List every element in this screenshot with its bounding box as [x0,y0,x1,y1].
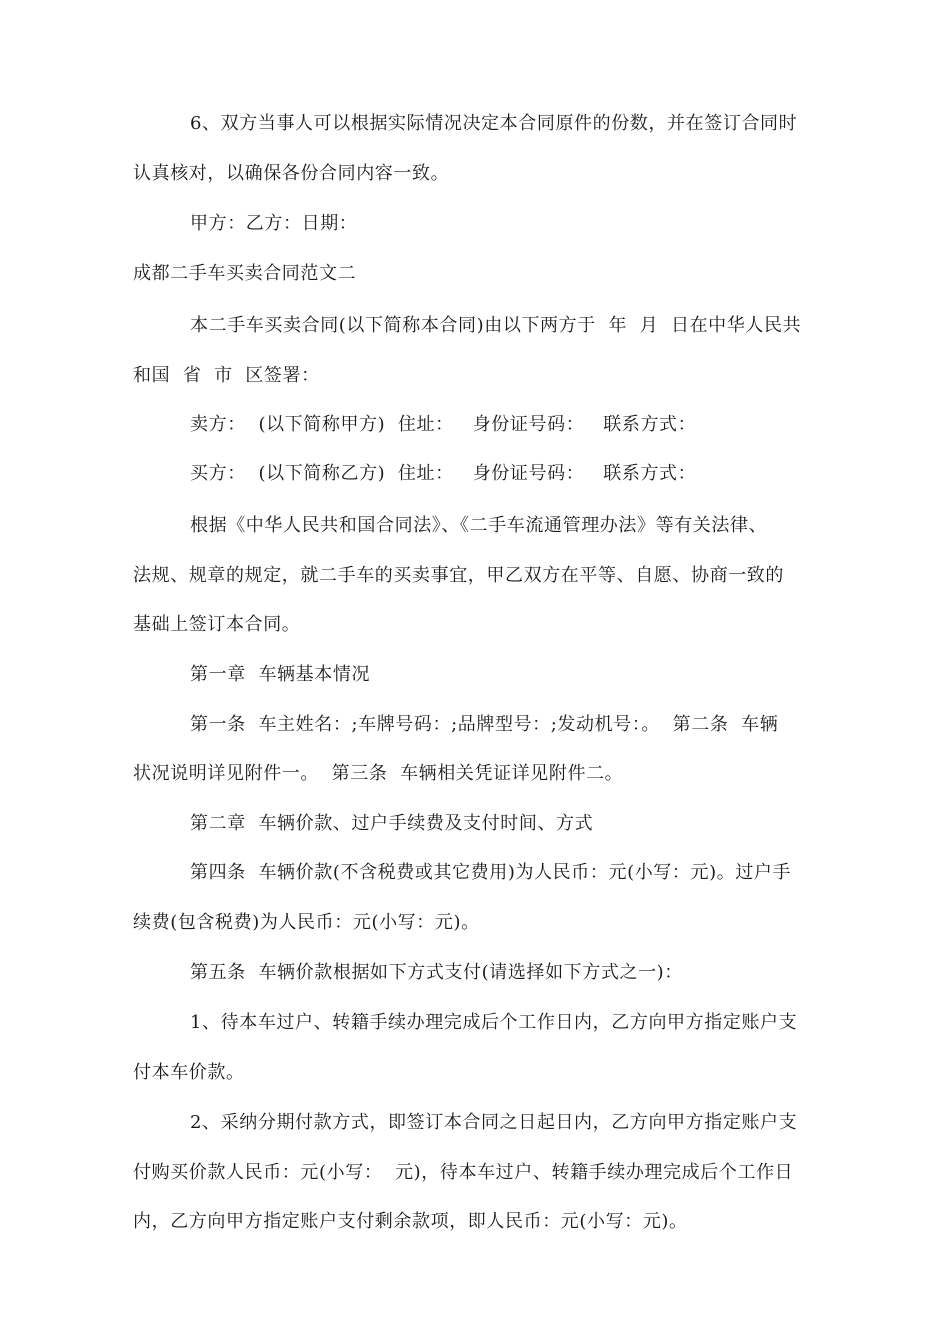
signature-line: 甲方：乙方：日期： [190,213,358,234]
paragraph-line: 基础上签订本合同。 [133,614,301,635]
chapter-heading: 第二章 车辆价款、过户手续费及支付时间、方式 [190,813,594,834]
paragraph-line: 6、双方当事人可以根据实际情况决定本合同原件的份数，并在签订合同时 [190,113,798,134]
section-title: 成都二手车买卖合同范文二 [133,263,357,284]
chapter-heading: 第一章 车辆基本情况 [190,664,371,685]
paragraph-line: 1、待本车过户、转籍手续办理完成后个工作日内，乙方向甲方指定账户支 [190,1012,798,1033]
paragraph-line: 续费(包含税费)为人民币：元(小写：元)。 [133,912,480,933]
paragraph-line: 付购买价款人民币：元(小写： 元)，待本车过户、转籍手续办理完成后个工作日 [133,1162,794,1183]
paragraph-line: 状况说明详见附件一。 第三条 车辆相关凭证详见附件二。 [133,763,624,784]
paragraph-line: 根据《中华人民共和国合同法》、《二手车流通管理办法》等有关法律、 [190,515,768,536]
paragraph-line: 和国 省 市 区签署： [133,365,320,386]
paragraph-line: 付本车价款。 [133,1062,245,1083]
paragraph-line: 内，乙方向甲方指定账户支付剩余款项，即人民币：元(小写：元)。 [133,1211,688,1232]
paragraph-line: 法规、规章的规定，就二手车的买卖事宜，甲乙双方在平等、自愿、协商一致的 [133,565,784,586]
seller-info-line: 卖方： (以下简称甲方) 住址： 身份证号码： 联系方式： [190,414,697,435]
paragraph-line: 第五条 车辆价款根据如下方式支付(请选择如下方式之一)： [190,962,683,983]
buyer-info-line: 买方： (以下简称乙方) 住址： 身份证号码： 联系方式： [190,463,697,484]
paragraph-line: 第一条 车主姓名：;车牌号码：;品牌型号：;发动机号：。 第二条 车辆 [190,714,779,735]
paragraph-line: 2、采纳分期付款方式，即签订本合同之日起日内，乙方向甲方指定账户支 [190,1112,798,1133]
paragraph-line: 认真核对，以确保各份合同内容一致。 [133,163,450,184]
paragraph-line: 第四条 车辆价款(不含税费或其它费用)为人民币：元(小写：元)。过户手 [190,862,792,883]
paragraph-line: 本二手车买卖合同(以下简称本合同)由以下两方于 年 月 日在中华人民共 [190,315,802,336]
